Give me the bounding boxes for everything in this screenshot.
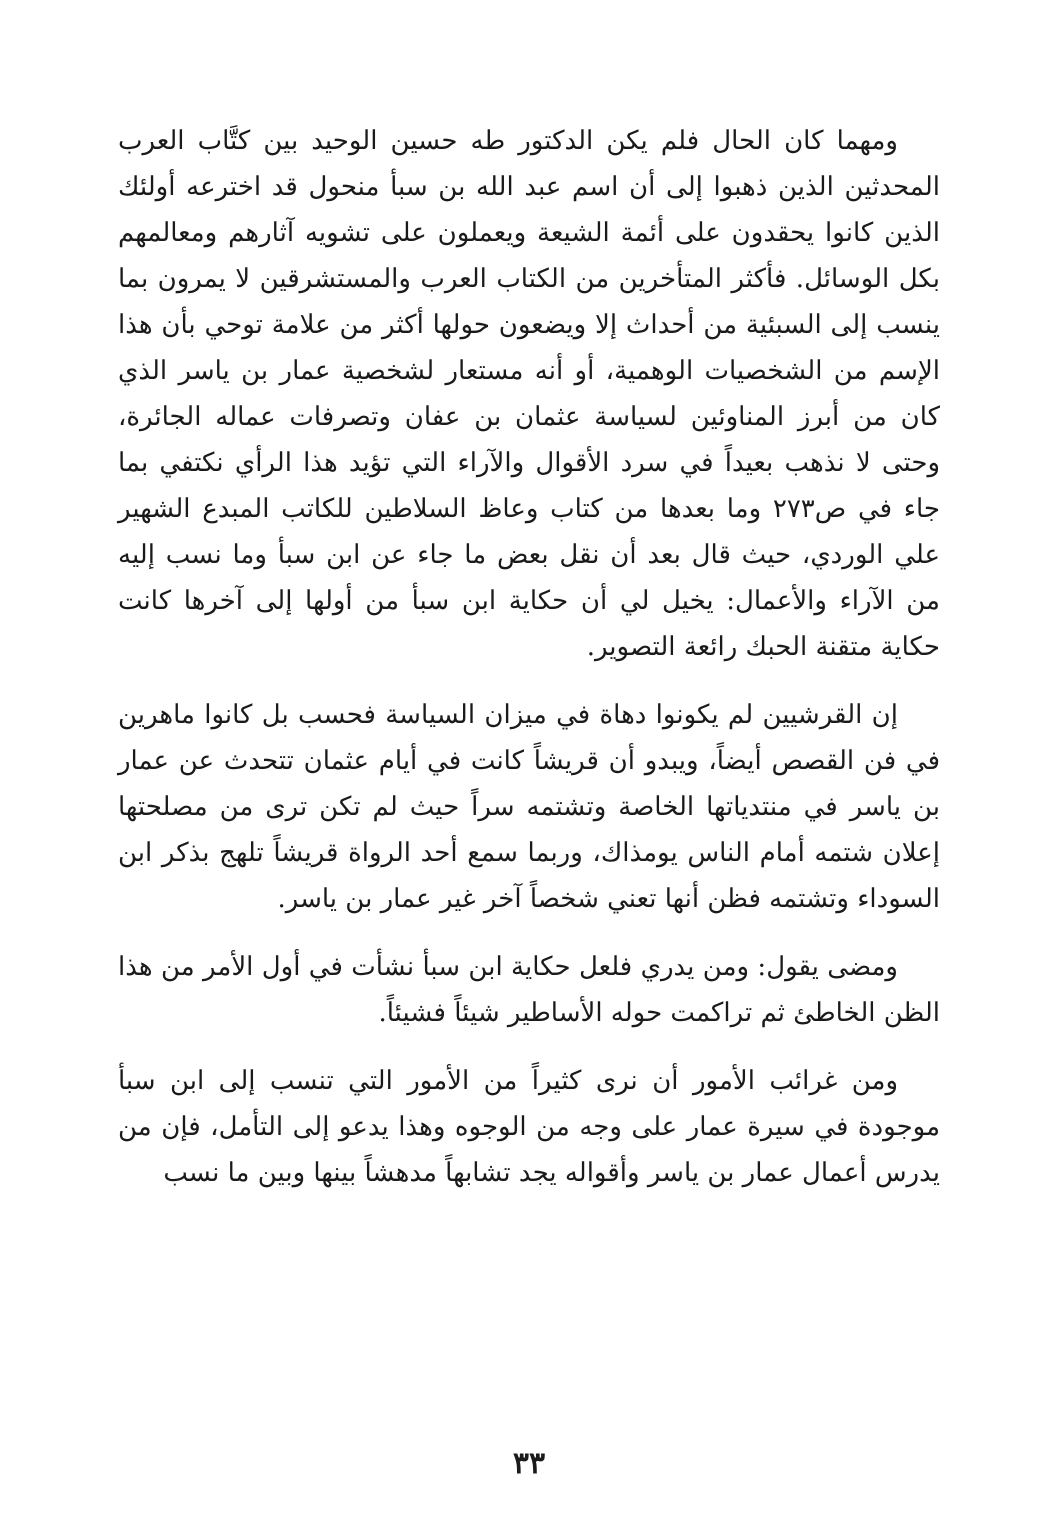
paragraph-2: إن القرشيين لم يكونوا دهاة في ميزان السياسة فحسب بل كانوا ماهرين في فن القصص أيضاً، ويبدو أن قريشاً كانت في أيام عثمان تتحدث عن عمار بن ياسر في منتدياتها الخاصة وتشتمه سراً حيث لم تكن ترى من مصلحتها إعلان شتمه أمام الناس يومذاك، وربما سمع أحد الرواة قريشاً تلهج بذكر ابن السوداء وتشتمه فظن أنها تعني شخصاً آخر غير عمار بن ياسر. [118,700,940,914]
body-text [118,118,940,1196]
paragraph-3: ومضى يقول: ومن يدري فلعل حكاية ابن سبأ نشأت في أول الأمر من هذا الظن الخاطئ ثم تراكمت حوله الأساطير شيئاً فشيئاً. [118,952,940,1028]
page-number: ٣٣ [512,1446,546,1481]
paragraph-1: ومهما كان الحال فلم يكن الدكتور طه حسين الوحيد بين كتَّاب العرب المحدثين الذين ذهبوا إلى أن اسم عبد الله بن سبأ منحول قد اخترعه أولئك الذين كانوا يحقدون على أئمة الشيعة ويعملون على تشويه آثارهم ومعالمهم بكل الوسائل. فأكثر المتأخرين من الكتاب العرب والمستشرقين لا يمرون بما ينسب إلى السبئية من أحداث إلا ويضعون حولها أكثر من علامة توحي بأن هذا الإسم من الشخصيات الوهمية، أو أنه مستعار لشخصية عمار بن ياسر الذي كان من أبرز المناوئين لسياسة عثمان بن عفان وتصرفات عماله الجائرة، وحتى لا نذهب بعيداً في سرد الأقوال والآراء التي تؤيد هذا الرأي نكتفي بما جاء في ص٢٧٣ وما بعدها من كتاب وعاظ السلاطين للكاتب المبدع الشهير علي الوردي، حيث قال بعد أن نقل بعض ما جاء عن ابن سبأ وما نسب إليه من الآراء والأعمال: يخيل لي أن حكاية ابن سبأ من أولها إلى آخرها كانت حكاية متقنة الحبك رائعة التصوير. [118,126,940,662]
paragraph-4: ومن غرائب الأمور أن نرى كثيراً من الأمور التي تنسب إلى ابن سبأ موجودة في سيرة عمار على وجه من الوجوه وهذا يدعو إلى التأمل، فإن من يدرس أعمال عمار بن ياسر وأقواله يجد تشابهاً مدهشاً بينها وبين ما نسب [118,1066,940,1188]
